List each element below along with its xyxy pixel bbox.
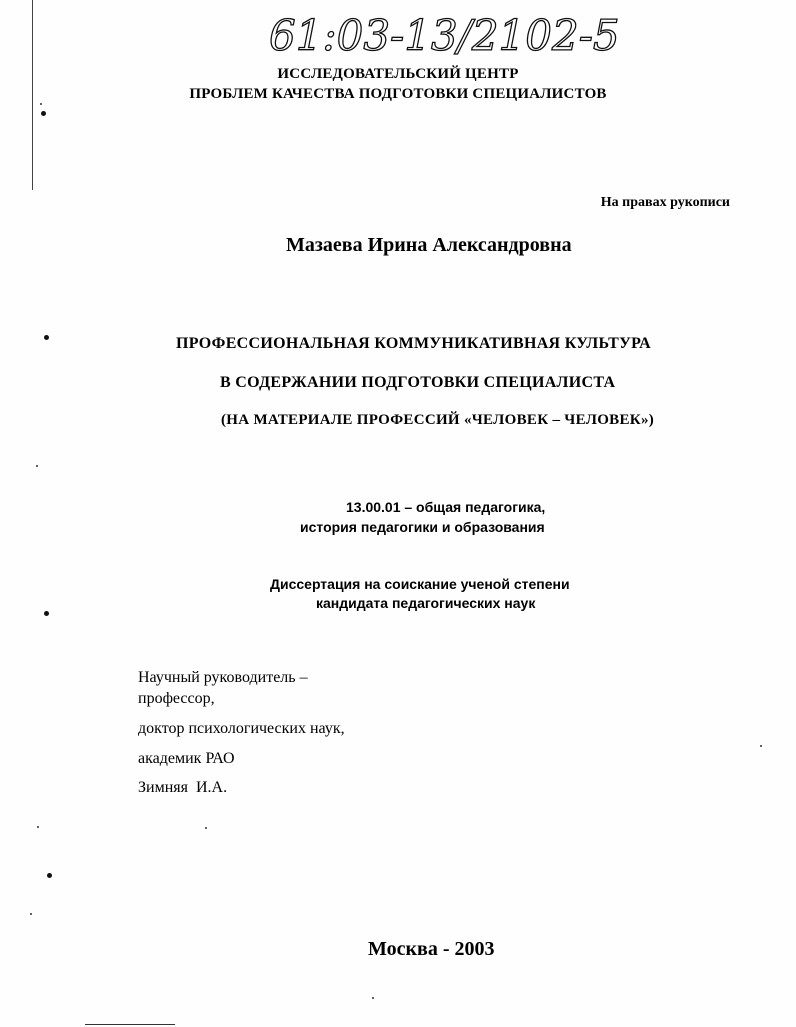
scan-dot	[44, 335, 49, 340]
scan-speck	[30, 913, 32, 915]
city-year: Москва - 2003	[368, 938, 495, 960]
degree-line-1: Диссертация на соискание ученой степени	[270, 576, 570, 592]
author-name: Мазаева Ирина Александровна	[286, 234, 572, 256]
scan-speck	[40, 103, 42, 105]
scan-dot	[44, 611, 49, 616]
scan-speck	[760, 745, 762, 747]
title-line-2: В СОДЕРЖАНИИ ПОДГОТОВКИ СПЕЦИАЛИСТА	[220, 374, 616, 391]
scan-speck	[205, 827, 207, 829]
organization-line-2: ПРОБЛЕМ КАЧЕСТВА ПОДГОТОВКИ СПЕЦИАЛИСТОВ	[189, 86, 607, 102]
handwritten-archive-code-drawing	[265, 10, 625, 60]
archive-code-text: 61:03-13/2102-5	[269, 11, 620, 60]
specialty-line-1: 13.00.01 – общая педагогика,	[346, 499, 546, 515]
title-subtitle: (НА МАТЕРИАЛЕ ПРОФЕССИЙ «ЧЕЛОВЕК – ЧЕЛОВЕК»)	[221, 412, 655, 428]
rights-note: На правах рукописи	[600, 195, 730, 210]
supervisor-line-1: Научный руководитель –	[138, 669, 308, 686]
supervisor-line-2: профессор,	[138, 690, 215, 707]
scan-dot	[41, 111, 46, 116]
scan-dot	[47, 873, 52, 878]
supervisor-line-4: академик РАО	[138, 750, 235, 767]
specialty-line-2: история педагогики и образования	[300, 519, 545, 535]
scan-bottom-line	[85, 1024, 175, 1025]
scan-speck	[372, 997, 374, 999]
supervisor-line-3: доктор психологических наук,	[138, 720, 345, 737]
scan-speck	[36, 465, 38, 467]
supervisor-line-5: Зимняя И.А.	[138, 779, 228, 796]
title-line-1: ПРОФЕССИОНАЛЬНАЯ КОММУНИКАТИВНАЯ КУЛЬТУРА	[176, 335, 652, 352]
organization-line-1: ИССЛЕДОВАТЕЛЬСКИЙ ЦЕНТР	[277, 66, 519, 82]
handwritten-archive-code	[265, 10, 625, 60]
degree-line-2: кандидата педагогических наук	[316, 595, 536, 611]
scan-speck	[37, 826, 39, 828]
